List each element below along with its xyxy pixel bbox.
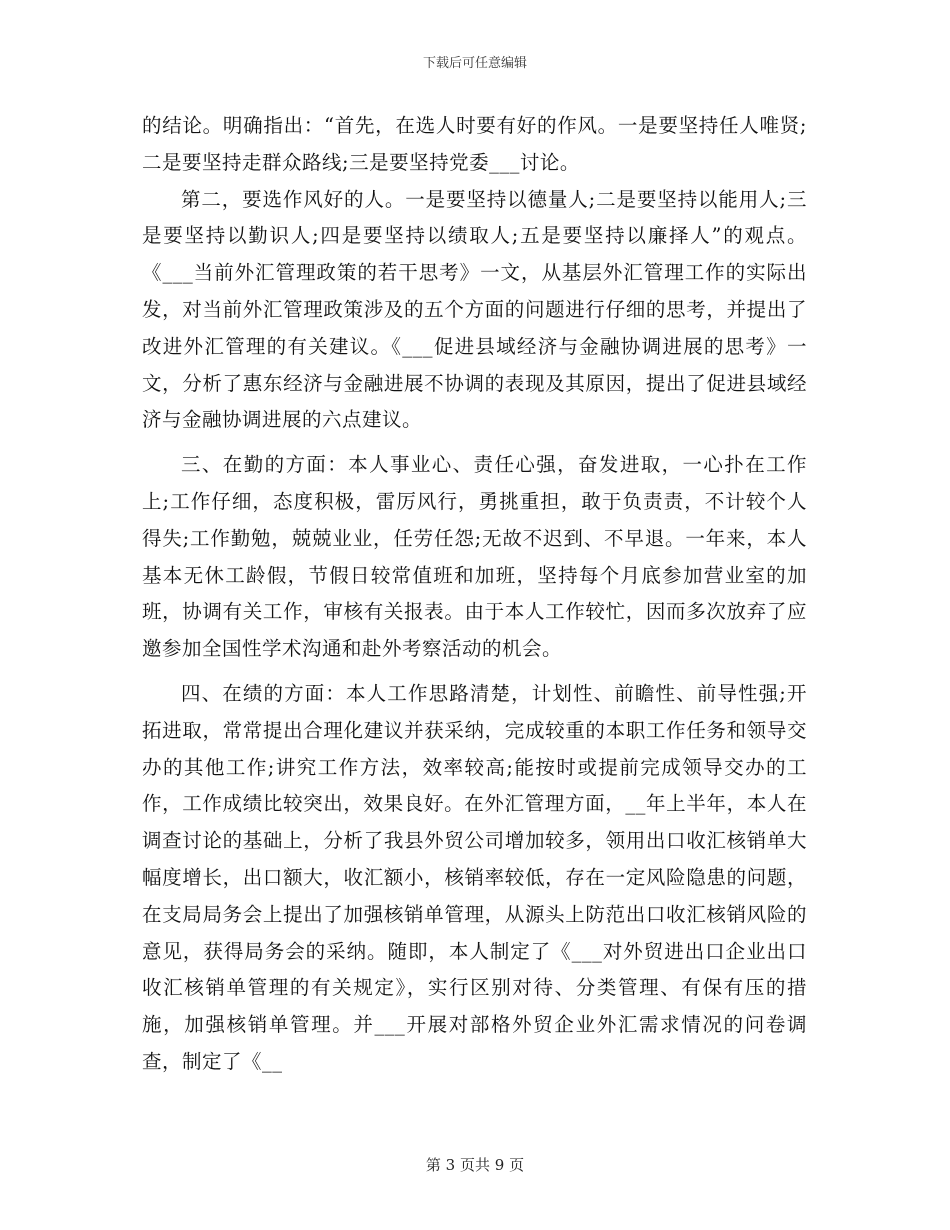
page-header: 下载后可任意编辑 — [422, 56, 527, 71]
document-body — [142, 108, 807, 1081]
paragraph-2: 第二，要选作风好的人。一是要坚持以德量人;二是要坚持以能用人;三是要坚持以勤识人;四是要坚持以绩取人;五是要坚持以廉择人”的观点。《___当前外汇管理政策的若干思考》一文，从基层外汇管理工作的实际出发，对当前外汇管理政策涉及的五个方面的问题进行仔细的思考，并提出了改进外汇管理的有关建议。《___促进县域经济与金融协调进展的思考》一文，分析了惠东经济与金融进展不协调的表现及其原因，提出了促进县域经济与金融协调进展的六点建议。 — [142, 187, 807, 432]
paragraph-4: 四、在绩的方面：本人工作思路清楚，计划性、前瞻性、前导性强;开拓进取，常常提出合理化建议并获采纳，完成较重的本职工作任务和领导交办的其他工作;讲究工作方法，效率较高;能按时或提前完成领导交办的工作，工作成绩比较突出，效果良好。在外汇管理方面，__年上半年，本人在调查讨论的基础上，分析了我县外贸公司增加较多，领用出口收汇核销单大幅度增长，出口额大，收汇额小，核销率较低，存在一定风险隐患的问题，在支局局务会上提出了加强核销单管理，从源头上防范出口收汇核销风险的意见，获得局务会的采纳。随即，本人制定了《___对外贸进出口企业出口收汇核销单管理的有关规定》，实行区别对待、分类管理、有保有压的措施，加强核销单管理。并___开展对部格外贸企业外汇需求情况的问卷调查，制定了《__ — [142, 681, 807, 1073]
page-footer: 第 3 页共 9 页 — [425, 1156, 525, 1174]
paragraph-1: 的结论。明确指出：“首先，在选人时要有好的作风。一是要坚持任人唯贤;二是要坚持走群众路线;三是要坚持党委___讨论。 — [142, 114, 807, 174]
paragraph-3: 三、在勤的方面：本人事业心、责任心强，奋发进取，一心扑在工作上;工作仔细，态度积极，雷厉风行，勇挑重担，敢于负责责，不计较个人得失;工作勤勉，兢兢业业，任劳任怨;无故不迟到、不早退。一年来，本人基本无休工龄假，节假日较常值班和加班，坚持每个月底参加营业室的加班，协调有关工作，审核有关报表。由于本人工作较忙，因而多次放弃了应邀参加全国性学术沟通和赴外考察活动的机会。 — [142, 453, 807, 661]
